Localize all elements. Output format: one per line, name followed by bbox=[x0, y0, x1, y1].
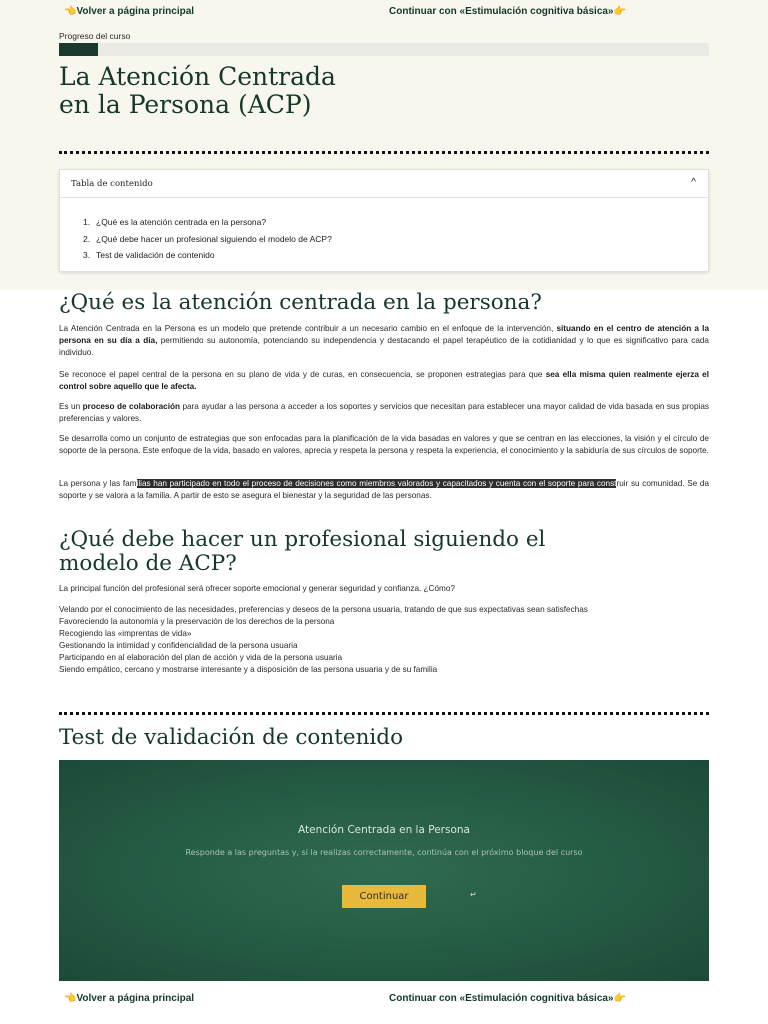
toc-item-number: 2. bbox=[83, 233, 91, 244]
progress-bar bbox=[59, 43, 709, 56]
chevron-up-icon[interactable]: ^ bbox=[691, 177, 696, 188]
enter-key-icon: ↵ bbox=[470, 890, 477, 899]
hand-right-icon: 👉 bbox=[613, 993, 626, 1004]
list-item: Gestionando la intimidad y confidencialidad de la persona usuaria bbox=[59, 641, 298, 650]
continue-next-link[interactable] bbox=[389, 6, 626, 17]
page-title-line-2: en la Persona (ACP) bbox=[59, 90, 312, 119]
toc-item-label: Test de validación de contenido bbox=[96, 250, 215, 260]
toc-item-label: ¿Qué es la atención centrada en la persona? bbox=[96, 217, 267, 227]
back-label: Volver a página principal bbox=[76, 993, 195, 1004]
bold-text: sea ella misma quien realmente ejerza el control sobre aquello que le afecta. bbox=[59, 370, 709, 391]
progress-fill bbox=[59, 43, 98, 56]
text-run: La Atención Centrada en la Persona es un modelo que pretende contribuir a un necesario cambio en el enfoque de la intervención, bbox=[59, 324, 557, 333]
list-item: Participando en al elaboración del plan de acción y vida de la persona usuaria bbox=[59, 653, 343, 662]
bold-text: proceso de colaboración bbox=[82, 402, 180, 411]
dotted-divider bbox=[59, 151, 709, 154]
quiz-chalkboard bbox=[59, 760, 709, 981]
text-run: Se reconoce el papel central de la persona en su plano de vida y de curas, en consecuencia, se proponen estrategias para que bbox=[59, 370, 546, 379]
list-item: Siendo empático, cercano y mostrarse interesante y a disposición de las persona usuaria y de su familia bbox=[59, 665, 438, 674]
toc-header[interactable] bbox=[60, 170, 708, 198]
table-of-contents bbox=[59, 169, 709, 272]
section-heading-test: Test de validación de contenido bbox=[59, 725, 404, 750]
quiz-subtitle: Responde a las preguntas y, si la realizas correctamente, continúa con el próximo bloque del curso bbox=[185, 848, 583, 857]
toc-item-number: 1. bbox=[83, 217, 91, 227]
section-heading-acp: ¿Qué es la atención centrada en la persona? bbox=[59, 290, 542, 315]
toc-item-number: 3. bbox=[83, 250, 91, 260]
text-run: para ayudar a las persona a acceder a los soportes y servicios que necesitan para establecer una mayor calidad de vida basada en sus propias preferencias y valores. bbox=[59, 402, 709, 423]
paragraph bbox=[59, 323, 709, 359]
heading-line-2: modelo de ACP? bbox=[59, 551, 237, 576]
list-item: Recogiendo las «imprentas de vida» bbox=[59, 629, 192, 638]
paragraph: La principal función del profesional será ofrecer soporte emocional y generar seguridad y confianza. ¿Cómo? bbox=[59, 584, 455, 593]
list-item: Favoreciendo la autonomía y la preservación de los derechos de la persona bbox=[59, 617, 335, 626]
paragraph bbox=[59, 401, 709, 425]
toc-title: Tabla de contenido bbox=[71, 179, 153, 189]
bottom-nav bbox=[59, 993, 709, 1007]
toc-item[interactable] bbox=[83, 214, 332, 231]
toc-list bbox=[83, 214, 332, 264]
heading-line-1: ¿Qué debe hacer un profesional siguiendo el bbox=[59, 527, 546, 552]
selected-text[interactable]: ilias han participado en todo el proceso de decisiones como miembros valorados y capacitados y cuenta con el soporte para const bbox=[136, 479, 617, 488]
quiz-title: Atención Centrada en la Persona bbox=[298, 824, 470, 836]
paragraph: Se desarrolla como un conjunto de estrategias que son enfocadas para la planificación de la vida basadas en valores y que se centran en las elecciones, la visión y el círculo de soporte de la persona. Este enfoque de la vida, basado en valores, aprecia y respeta la persona y respeta la experiencia, el conocimiento y la sabiduría de sus círculos de soporte. bbox=[59, 434, 709, 455]
continue-quiz-button[interactable]: Continuar bbox=[342, 885, 426, 908]
page-title-line-1: La Atención Centrada bbox=[59, 62, 336, 91]
text-run: permitiendo su autonomía, potenciando su independencia y destacando el papel terapéutico de la cotidianidad y lo que es significativo para cada individuo. bbox=[59, 336, 709, 357]
toc-item[interactable] bbox=[83, 231, 332, 248]
toc-item-label: ¿Qué debe hacer un profesional siguiendo el modelo de ACP? bbox=[96, 233, 332, 244]
back-label: Volver a página principal bbox=[76, 6, 195, 17]
professional-duties-list bbox=[59, 604, 709, 676]
paragraph bbox=[59, 478, 709, 502]
text-run: Es un bbox=[59, 402, 83, 411]
continue-label: Continuar con «Estimulación cognitiva básica» bbox=[389, 6, 614, 17]
hand-left-icon: 👈 bbox=[64, 6, 77, 17]
text-run: La persona y las fam bbox=[59, 479, 137, 488]
hand-right-icon: 👉 bbox=[613, 6, 626, 17]
text-run: ruir su comunidad. Se da soporte y se valora a la familia. A partir de esto se asegura el bienestar y la seguridad de las personas. bbox=[59, 479, 709, 500]
continue-label: Continuar con «Estimulación cognitiva básica» bbox=[389, 993, 614, 1004]
back-to-home-link[interactable] bbox=[64, 993, 194, 1004]
section-heading-professional bbox=[59, 528, 709, 576]
toc-item[interactable] bbox=[83, 247, 332, 264]
hand-left-icon: 👈 bbox=[64, 993, 77, 1004]
progress-label: Progreso del curso bbox=[59, 31, 131, 41]
top-nav bbox=[59, 6, 709, 20]
bold-text: situando en el centro de atención a la persona en su día a día, bbox=[59, 324, 709, 345]
dotted-divider bbox=[59, 712, 709, 715]
paragraph bbox=[59, 369, 709, 393]
page-title bbox=[59, 63, 479, 119]
list-item: Velando por el conocimiento de las necesidades, preferencias y deseos de la persona usuaria, tratando de que sus expectativas sean satisfechas bbox=[59, 605, 588, 614]
back-to-home-link[interactable] bbox=[64, 6, 194, 17]
continue-next-link[interactable] bbox=[389, 993, 626, 1004]
